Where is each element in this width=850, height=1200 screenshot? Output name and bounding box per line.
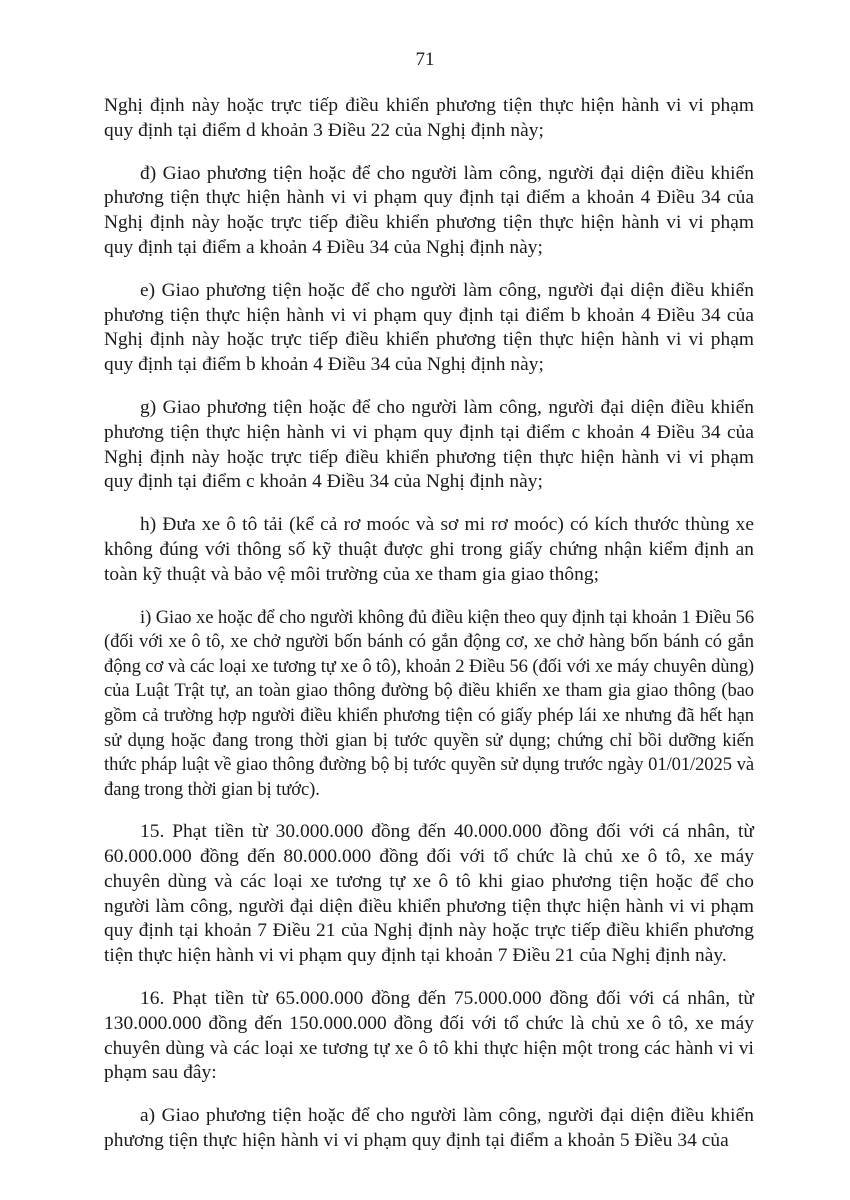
paragraph-item-h: h) Đưa xe ô tô tải (kể cả rơ moóc và sơ mi rơ moóc) có kích thước thùng xe không đúng với thông số kỹ thuật được ghi trong giấy chứng nhận kiểm định an toàn kỹ thuật và bảo vệ môi trường của xe tham gia giao thông; (104, 514, 754, 585)
paragraph-clause-15: 15. Phạt tiền từ 30.000.000 đồng đến 40.000.000 đồng đối với cá nhân, từ 60.000.000 đồng đến 80.000.000 đồng đối với tổ chức là chủ xe ô tô, xe máy chuyên dùng và các loại xe tương tự xe ô tô khi giao phương tiện hoặc để cho người làm công, người đại diện điều khiển phương tiện thực hiện hành vi vi phạm quy định tại khoản 7 Điều 21 của Nghị định này hoặc trực tiếp điều khiển phương tiện thực hiện hành vi vi phạm quy định tại khoản 7 Điều 21 của Nghị định này. (104, 821, 754, 967)
paragraph-item-a: a) Giao phương tiện hoặc để cho người làm công, người đại diện điều khiển phương tiện thực hiện hành vi vi phạm quy định tại điểm a khoản 5 Điều 34 của (104, 1105, 754, 1152)
paragraph-item-i: i) Giao xe hoặc để cho người không đủ điều kiện theo quy định tại khoản 1 Điều 56 (đối với xe ô tô, xe chở người bốn bánh có gắn động cơ, xe chở hàng bốn bánh có gắn động cơ và các loại xe tương tự xe ô tô), khoản 2 Điều 56 (đối với xe máy chuyên dùng) của Luật Trật tự, an toàn giao thông đường bộ điều khiển xe tham gia giao thông (bao gồm cả trường hợp người điều khiển phương tiện có giấy phép lái xe nhưng đã hết hạn sử dụng hoặc đang trong thời gian bị tước quyền sử dụng; chứng chỉ bồi dưỡng kiến thức pháp luật về giao thông đường bộ bị tước quyền sử dụng trước ngày 01/01/2025 và đang trong thời gian bị tước). (104, 606, 754, 800)
paragraph-item-e: e) Giao phương tiện hoặc để cho người làm công, người đại diện điều khiển phương tiện thực hiện hành vi vi phạm quy định tại điểm b khoản 4 Điều 34 của Nghị định này hoặc trực tiếp điều khiển phương tiện thực hiện hành vi vi phạm quy định tại điểm b khoản 4 Điều 34 của Nghị định này; (104, 279, 754, 376)
paragraph-clause-16: 16. Phạt tiền từ 65.000.000 đồng đến 75.000.000 đồng đối với cá nhân, từ 130.000.000 đồng đến 150.000.000 đồng đối với tổ chức là chủ xe ô tô, xe máy chuyên dùng và các loại xe tương tự xe ô tô khi thực hiện một trong các hành vi vi phạm sau đây: (104, 988, 754, 1084)
paragraph-item-dd: đ) Giao phương tiện hoặc để cho người làm công, người đại diện điều khiển phương tiện thực hiện hành vi vi phạm quy định tại điểm a khoản 4 Điều 34 của Nghị định này hoặc trực tiếp điều khiển phương tiện thực hiện hành vi vi phạm quy định tại điểm a khoản 4 Điều 34 của Nghị định này; (104, 162, 754, 258)
document-body (104, 94, 754, 1172)
paragraph-continuation: Nghị định này hoặc trực tiếp điều khiển phương tiện thực hiện hành vi vi phạm quy định tại điểm d khoản 3 Điều 22 của Nghị định này; (104, 95, 754, 141)
paragraph-item-g: g) Giao phương tiện hoặc để cho người làm công, người đại diện điều khiển phương tiện thực hiện hành vi vi phạm quy định tại điểm c khoản 4 Điều 34 của Nghị định này hoặc trực tiếp điều khiển phương tiện thực hiện hành vi vi phạm quy định tại điểm c khoản 4 Điều 34 của Nghị định này; (104, 396, 754, 493)
page-number: 71 (415, 49, 435, 70)
